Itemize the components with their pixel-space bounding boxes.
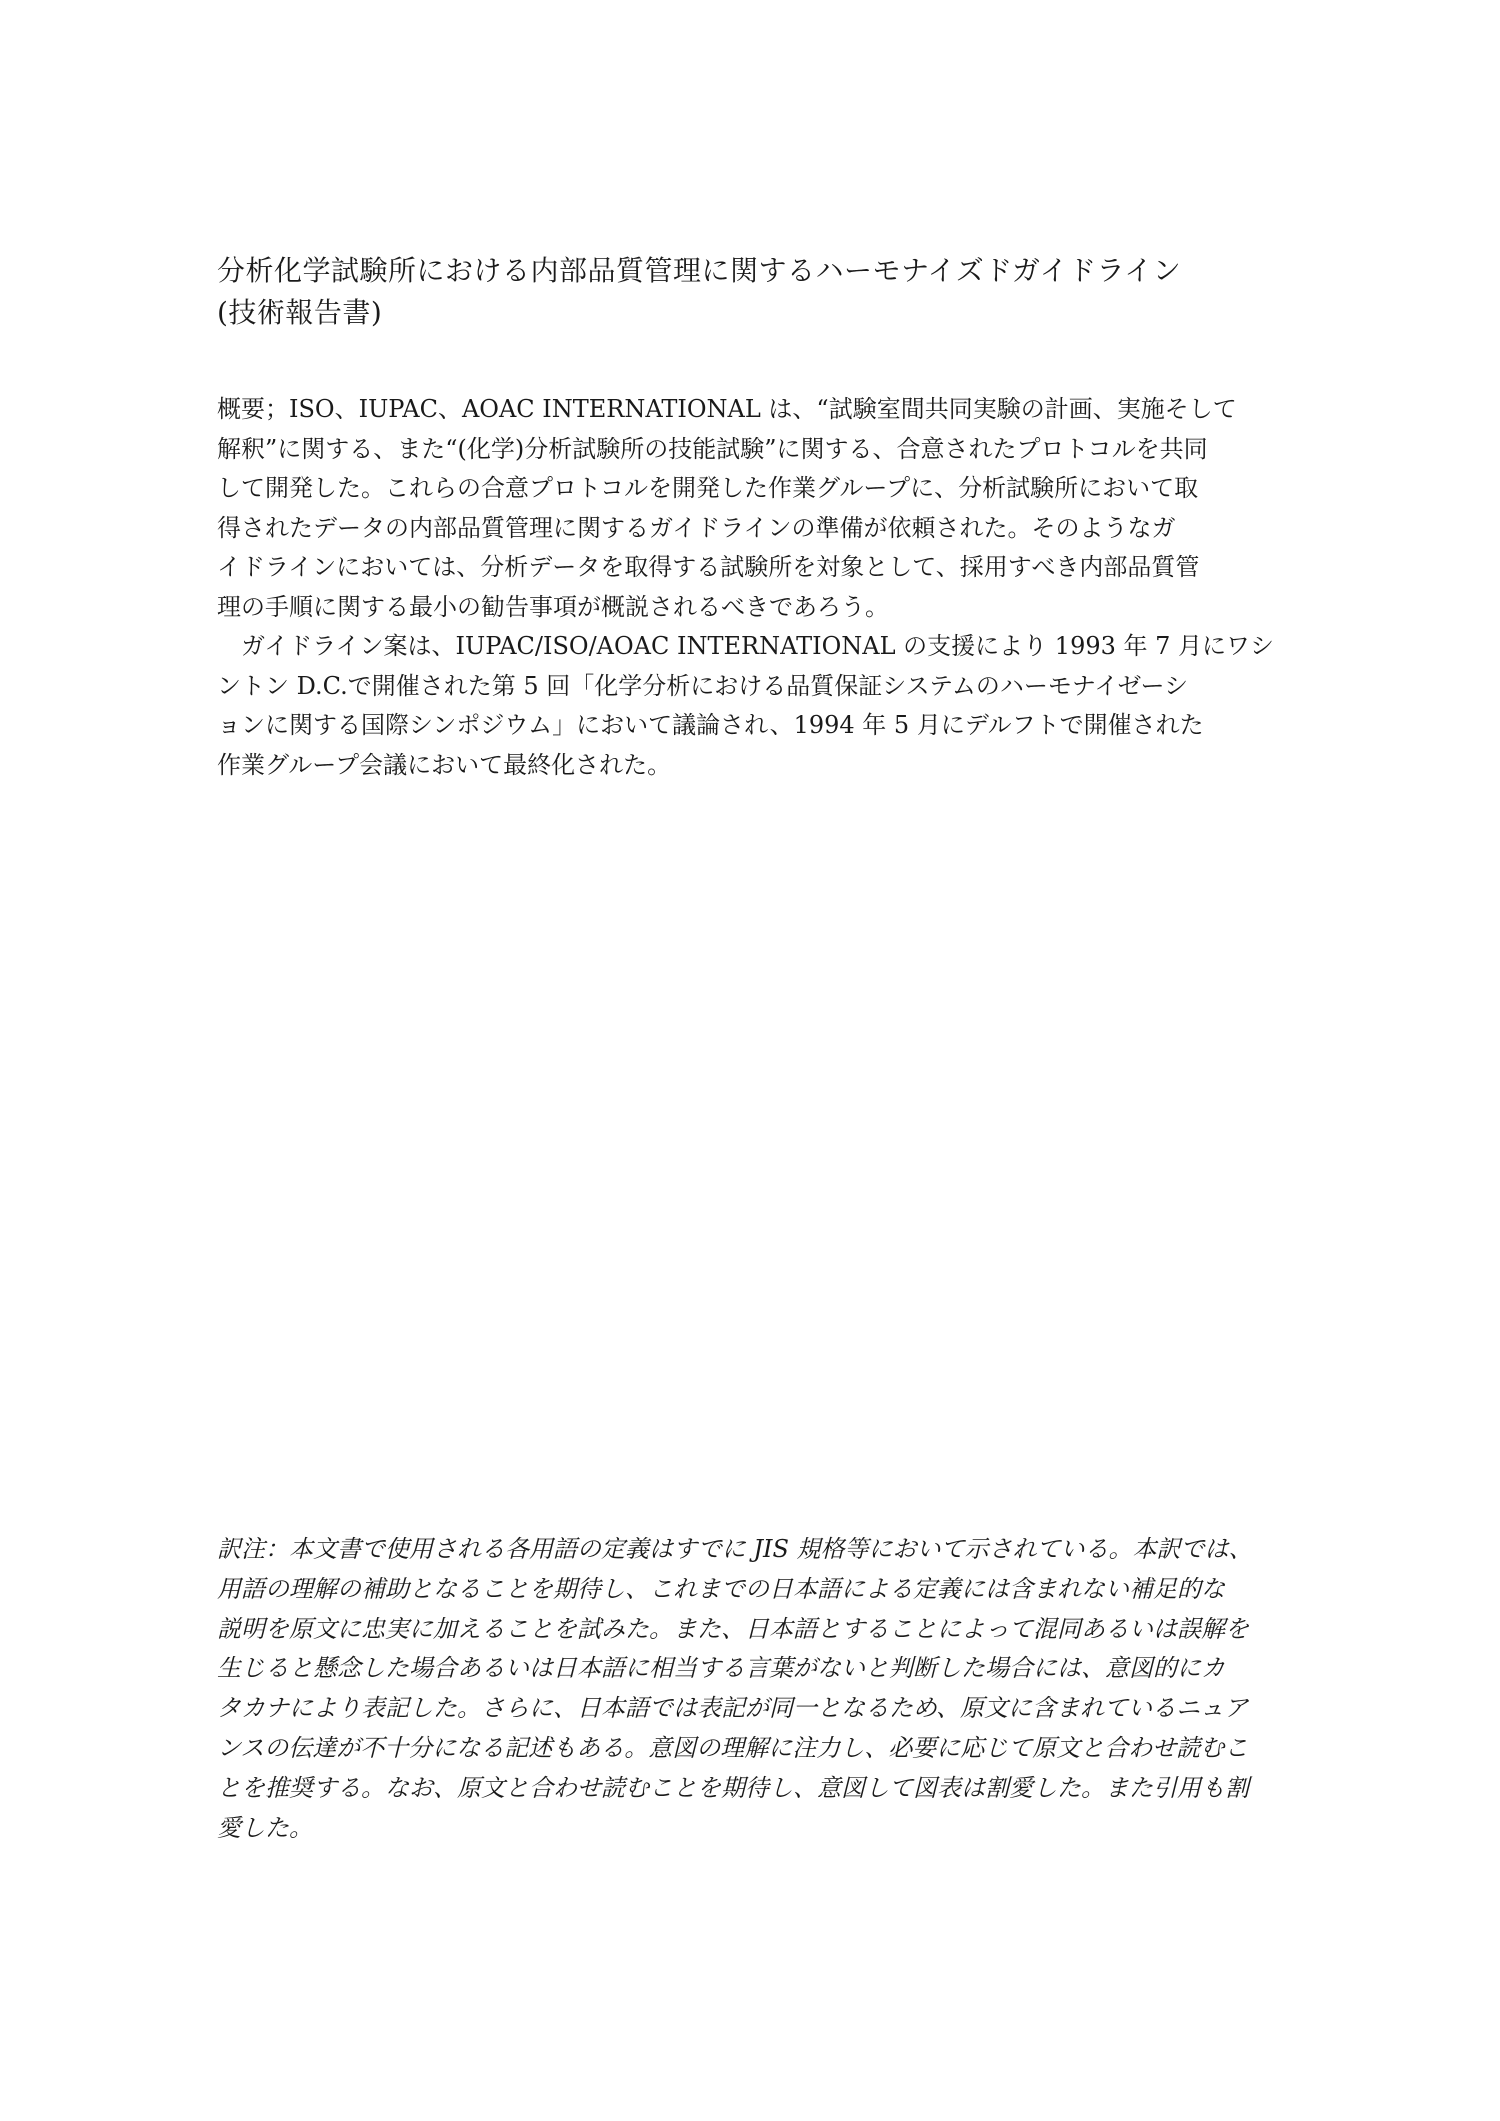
abstract-line: 得されたデータの内部品質管理に関するガイドラインの準備が依頼された。そのようなガ	[217, 513, 1176, 542]
translator-note	[217, 1530, 1297, 1848]
abstract-line: 概要；ISO、IUPAC、AOAC INTERNATIONAL は、“試験室間共同実験の計画、実施そして	[217, 395, 1237, 423]
title-line-2: (技術報告書)	[217, 296, 383, 329]
note-line: 用語の理解の補助となることを期待し、これまでの日本語による定義には含まれない補足的な	[217, 1574, 1225, 1603]
note-line: タカナにより表記した。さらに、日本語では表記が同一となるため、原文に含まれているニュア	[217, 1694, 1249, 1723]
abstract-line: ントン D.C.で開催された第 5 回「化学分析における品質保証システムのハーモナイゼーシ	[217, 671, 1189, 700]
note-line: 説明を原文に忠実に加えることを試みた。また、日本語とすることによって混同あるいは誤解を	[217, 1614, 1249, 1643]
note-line: 愛した。	[217, 1813, 313, 1842]
document-title	[217, 250, 1297, 334]
abstract-line: ョンに関する国際シンポジウム」において議論され、1994 年 5 月にデルフトで開催された	[217, 711, 1204, 739]
abstract-section	[217, 390, 1297, 785]
abstract-line: 解釈”に関する、また“(化学)分析試験所の技能試験”に関する、合意されたプロトコルを共同	[217, 434, 1208, 463]
note-line: 生じると懸念した場合あるいは日本語に相当する言葉がないと判断した場合には、意図的にカ	[217, 1654, 1225, 1683]
abstract-line: イドラインにおいては、分析データを取得する試験所を対象として、採用すべき内部品質管	[217, 553, 1200, 581]
note-line: とを推奨する。なお、原文と合わせ読むことを期待し、意図して図表は割愛した。また引用も割	[217, 1773, 1249, 1802]
title-line-1: 分析化学試験所における内部品質管理に関するハーモナイズドガイドライン	[217, 254, 1182, 287]
note-line: ンスの伝達が不十分になる記述もある。意図の理解に注力し、必要に応じて原文と合わせ読むこ	[217, 1733, 1249, 1762]
abstract-line: 理の手順に関する最小の勧告事項が概説されるべきであろう。	[217, 592, 889, 621]
abstract-line: して開発した。これらの合意プロトコルを開発した作業グループに、分析試験所において取	[217, 474, 1199, 502]
abstract-line: 作業グループ会議において最終化された。	[217, 750, 672, 779]
note-line: 訳注：本文書で使用される各用語の定義はすでに JIS 規格等において示されている。本訳では、	[217, 1535, 1253, 1563]
abstract-line: ガイドライン案は、IUPAC/ISO/AOAC INTERNATIONAL の支援により 1993 年 7 月にワシ	[241, 632, 1275, 660]
